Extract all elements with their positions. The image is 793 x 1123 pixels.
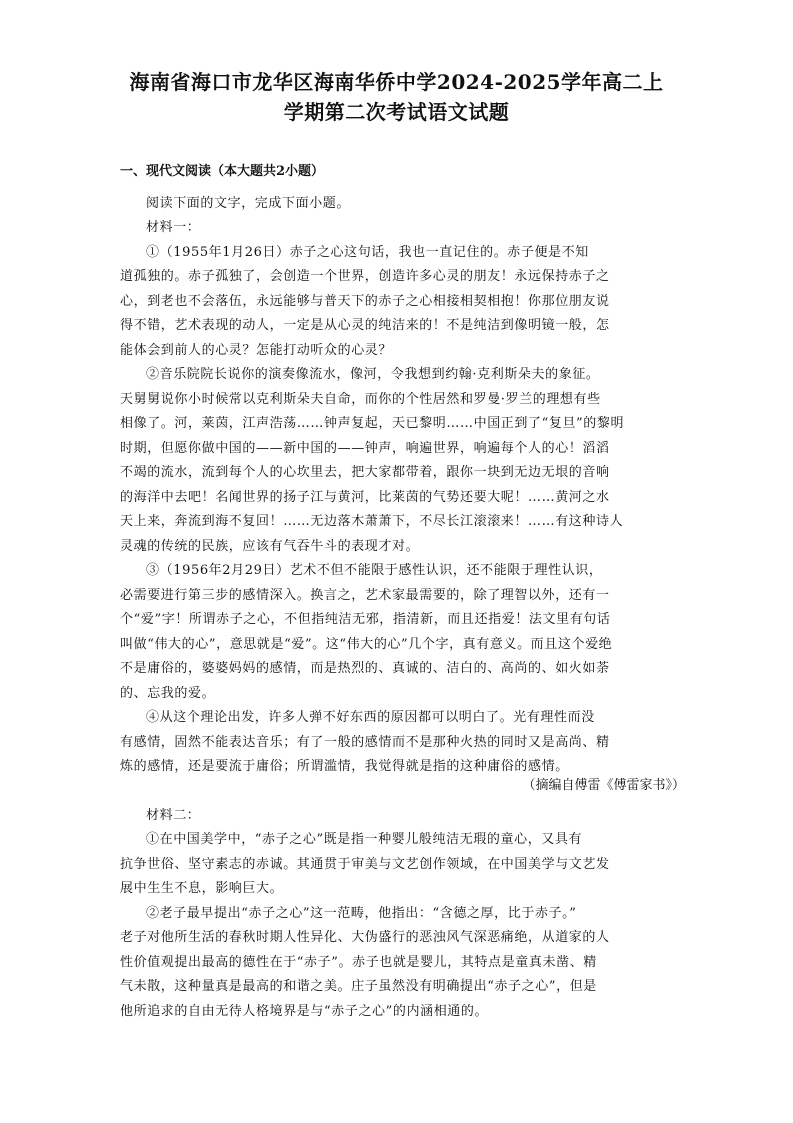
paragraph-line: 叫做“伟大的心”，意思就是“爱”。这“伟大的心”几个字，真有意义。而且这个爱绝	[120, 637, 613, 652]
paragraph-line: 能体会到前人的心灵？怎能打动听众的心灵？	[120, 343, 393, 358]
paragraph-line: ②音乐院院长说你的演奏像流水，像河，令我想到约翰·克利斯朵夫的象征。	[146, 367, 600, 382]
paragraph-line: 不竭的流水，流到每个人的心坎里去，把大家都带着，跟你一块到无边无垠的音响	[120, 465, 610, 480]
paragraph-line: 气未散，这种量真是最高的和谐之美。庄子虽然没有明确提出“赤子之心”，但是	[120, 979, 597, 994]
paragraph-line: 必需要进行第三步的感情深入。换言之，艺术家最需要的，除了理智以外，还有一	[120, 588, 610, 603]
paragraph-line: ③（1956年2月29日）艺术不但不能限于感性认识，还不能限于理性认识，	[146, 563, 603, 578]
paragraph-line: ①（1955年1月26日）赤子之心这句话，我也一直记住的。赤子便是不知	[146, 245, 589, 260]
paragraph-line: 的海洋中去吧！名闻世界的扬子江与黄河，比莱茵的气势还要大呢！……黄河之水	[120, 490, 610, 505]
paragraph-line: 老子对他所生活的春秋时期人性异化、大伪盛行的恶浊风气深恶痛绝，从道家的人	[120, 930, 610, 945]
paragraph-line: 得不错，艺术表现的动人，一定是从心灵的纯洁来的！不是纯洁到像明镜一般，怎	[120, 318, 610, 333]
section-heading: 一、现代文阅读（本大题共2小题）	[120, 164, 325, 179]
paragraph-line: 不是庸俗的，婆婆妈妈的感情，而是热烈的、真诚的、洁白的、高尚的、如火如荼	[120, 661, 610, 676]
paragraph-line: 道孤独的。赤子孤独了，会创造一个世界，创造许多心灵的朋友！永远保持赤子之	[120, 269, 610, 284]
paragraph-line: 灵魂的传统的民族，应该有气吞牛斗的表现才对。	[120, 539, 420, 554]
paragraph-line: 炼的感情，还是要流于庸俗；所谓滥情，我觉得就是指的这种庸俗的感情。	[120, 759, 569, 774]
paragraph-line: 抗争世俗、坚守素志的赤诚。其通贯于审美与文艺创作领域，在中国美学与文艺发	[120, 857, 610, 872]
paragraph-line: 天舅舅说你小时候常以克利斯朵夫自命，而你的个性居然和罗曼·罗兰的理想有些	[120, 392, 601, 407]
paragraph-line: 个“爱”字！所谓赤子之心，不但指纯洁无邪，指清新，而且还指爱！法文里有句话	[120, 612, 611, 627]
paragraph-line: ②老子最早提出“赤子之心”这一范畴，他指出：“含德之厚，比于赤子。”	[146, 906, 577, 921]
paragraph-line: 有感情，固然不能表达音乐；有了一般的感情而不是那种火热的同时又是高尚、精	[120, 735, 610, 750]
paragraph-line: ①在中国美学中，“赤子之心”既是指一种婴儿般纯洁无瑕的童心，又具有	[146, 832, 583, 847]
paragraph-line: 相像了。河，莱茵，江声浩荡……钟声复起，天已黎明……中国正到了“复旦”的黎明	[120, 416, 625, 431]
document-title-line-2: 学期第二次考试语文试题	[283, 100, 510, 124]
material-1-source: （摘编自傅雷《傅雷家书》）	[522, 778, 685, 793]
material-1-label: 材料一：	[146, 220, 201, 235]
paragraph-line: 的、忘我的爱。	[120, 686, 216, 701]
document-title-line-1: 海南省海口市龙华区海南华侨中学2024-2025学年高二上	[129, 70, 664, 94]
instruction-text: 阅读下面的文字，完成下面小题。	[146, 196, 351, 211]
paragraph-line: 天上来，奔流到海不复回！……无边落木萧萧下，不尽长江滚滚来！……有这种诗人	[120, 514, 624, 529]
paragraph-line: 时期，但愿你做中国的——新中国的——钟声，响遍世界，响遍每个人的心！滔滔	[120, 441, 610, 456]
paragraph-line: 展中生生不息，影响巨大。	[120, 881, 284, 896]
paragraph-line: 性价值观提出最高的德性在于“赤子”。赤子也就是婴儿，其特点是童真未凿、精	[120, 955, 597, 970]
material-2-label: 材料二：	[146, 808, 201, 823]
paragraph-line: ④从这个理论出发，许多人弹不好东西的原因都可以明白了。光有理性而没	[146, 710, 595, 725]
paragraph-line: 心，到老也不会落伍，永远能够与普天下的赤子之心相接相契相抱！你那位朋友说	[120, 294, 610, 309]
paragraph-line: 他所追求的自由无待人格境界是与“赤子之心”的内涵相通的。	[120, 1004, 489, 1019]
